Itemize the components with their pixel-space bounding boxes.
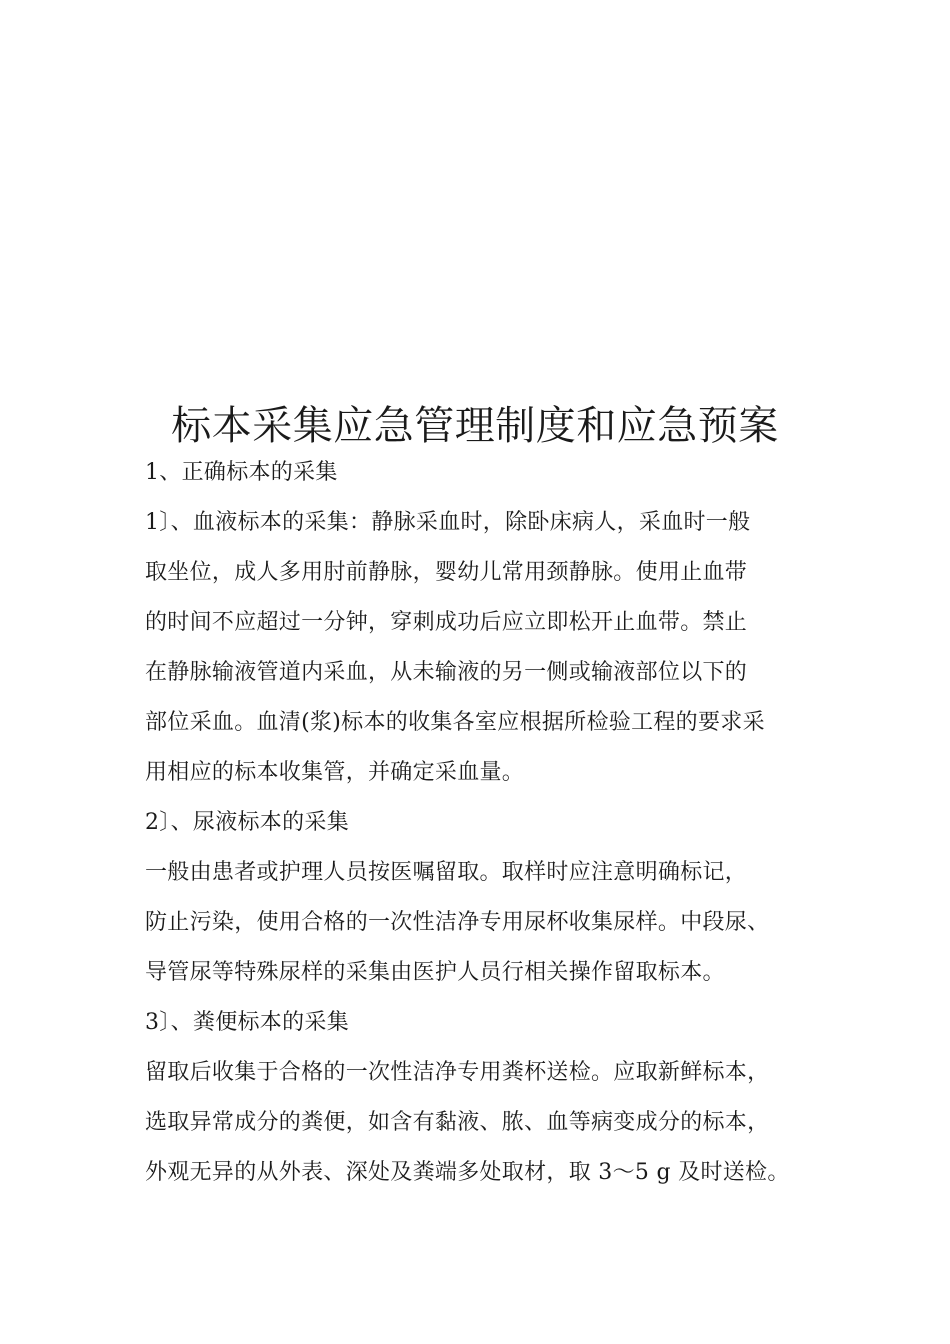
body-text-line: 外观无异的从外表、深处及粪端多处取材，取 3～5 g 及时送检。 [145,1160,790,1185]
document-body [145,448,825,1198]
body-text-line: 防止污染，使用合格的一次性洁净专用尿杯收集尿样。中段尿、 [145,910,770,935]
body-text-line: 在静脉输液管道内采血，从未输液的另一侧或输液部位以下的 [145,660,748,685]
body-text-line: 一般由患者或护理人员按医嘱留取。取样时应注意明确标记， [145,860,748,885]
body-text-line: 用相应的标本收集管，并确定采血量。 [145,760,525,785]
body-text-line: 留取后收集于合格的一次性洁净专用粪杯送检。应取新鲜标本， [145,1060,770,1085]
body-text-line: 取坐位，成人多用肘前静脉，婴幼儿常用颈静脉。使用止血带 [145,560,748,585]
subsection-stool-heading: 3〕、粪便标本的采集 [145,1010,349,1035]
subsection-urine-heading: 2〕、尿液标本的采集 [145,810,349,835]
body-text-line: 导管尿等特殊尿样的采集由医护人员行相关操作留取标本。 [145,960,725,985]
subsection-blood-heading: 1〕、血液标本的采集：静脉采血时，除卧床病人，采血时一般 [145,510,751,535]
body-text-line: 部位采血。血清(浆)标本的收集各室应根据所检验工程的要求采 [145,710,765,735]
body-text-line: 选取异常成分的粪便，如含有黏液、脓、血等病变成分的标本， [145,1110,770,1135]
document-title: 标本采集应急管理制度和应急预案 [171,403,779,449]
section-heading-1: 1、正确标本的采集 [145,460,338,485]
body-text-line: 的时间不应超过一分钟，穿刺成功后应立即松开止血带。禁止 [145,610,748,635]
